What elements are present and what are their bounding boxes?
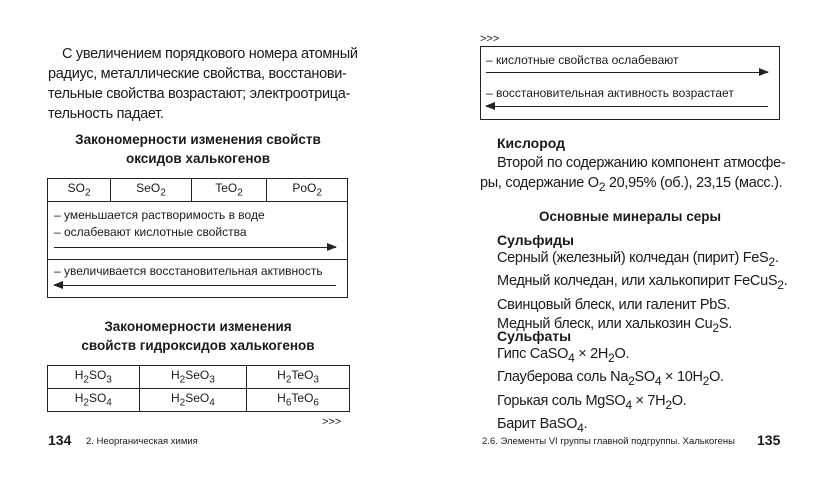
divider <box>48 259 347 260</box>
arrow-left <box>486 106 768 107</box>
sulfate-item: Глауберова соль $Na_2SO_4 \times 10H_2O$. <box>497 369 724 389</box>
minerals-heading: Основные минералы серы <box>539 209 721 224</box>
oxide-cell: $SO_2$ <box>48 179 111 202</box>
arrow-right <box>54 247 336 248</box>
trends-box <box>480 46 780 120</box>
heading-line: Закономерности изменения свойств <box>75 132 321 147</box>
trend-solubility: – уменьшается растворимость в воде <box>54 208 265 222</box>
arrow-right <box>486 72 768 73</box>
trend-reducing: – увеличивается восстановительная активность <box>54 264 323 278</box>
hydroxide-cell: $H_2SeO_3$ <box>139 366 247 389</box>
page-number-right: 135 <box>757 432 781 448</box>
intro-paragraph <box>48 44 360 124</box>
sulfides-list <box>497 249 797 339</box>
heading-line: оксидов халькогенов <box>125 151 271 166</box>
intro-line: тельность падает. <box>48 106 164 122</box>
arrow-left <box>54 285 336 286</box>
continue-mark: >>> <box>322 416 342 428</box>
oxide-cell: PoO$_2$ <box>267 179 348 202</box>
trend-reducing-increase: – восстановительная активность возрастает <box>486 86 734 100</box>
sulfates-list <box>497 345 797 439</box>
oxide-trends-box <box>47 201 348 298</box>
oxide-cell: TeO$_2$ <box>191 179 266 202</box>
hydroxide-cell: $H_2SO_4$ <box>48 389 140 412</box>
sulfide-item: Медный колчедан, или халькопирит FeCuS$_2$. <box>497 273 788 293</box>
hydroxide-cell: $H_6TeO_6$ <box>247 389 350 412</box>
sulfate-item: Гипс CaSO$_4$ × $2H_2O$. <box>497 346 630 365</box>
sulfate-item: Горькая соль MgSO$_4$ × $7H_2O$. <box>497 392 687 412</box>
sulfide-item: Медный блеск, или халькозин $Cu_2S$. <box>497 316 732 336</box>
oxides-heading <box>48 130 348 168</box>
oxygen-text <box>480 153 797 197</box>
heading-line: свойств гидроксидов халькогенов <box>81 338 315 353</box>
footer-title-right: 2.6. Элементы VI группы главной подгруппы. Халькогены <box>482 436 735 447</box>
hydroxide-cell: $H_2SO_3$ <box>48 366 140 389</box>
hydroxide-cell: $H_2TeO_3$ <box>247 366 350 389</box>
hydroxides-heading <box>48 317 348 355</box>
trend-acidic: – ослабевают кислотные свойства <box>54 225 247 239</box>
page-number-left: 134 <box>48 432 72 448</box>
continue-mark: >>> <box>480 33 500 45</box>
footer-title-left: 2. Неорганическая химия <box>86 436 198 447</box>
sulfates-title: Сульфаты <box>497 328 572 344</box>
sulfide-item: Серный (железный) колчедан (пирит) FeS$_2$. <box>497 250 779 269</box>
oxygen-line: Второй по содержанию компонент атмосфе- <box>497 155 786 171</box>
hydroxide-cell: $H_2SeO_4$ <box>139 389 247 412</box>
oxygen-line: ры, содержание $О_2$ 20,95% (об.), 23,15 (масс.). <box>480 175 783 194</box>
hydroxides-table <box>47 365 350 412</box>
sulfides-title: Сульфиды <box>497 232 574 248</box>
heading-line: Закономерности изменения <box>104 319 292 334</box>
oxides-table <box>47 178 348 202</box>
sulfate-item: Барит BaSO$_4$. <box>497 416 588 436</box>
oxide-cell: SeO$_2$ <box>111 179 192 202</box>
intro-line: тельные свойства возрастают; электроотрица- <box>48 86 351 102</box>
sulfide-item: Свинцовый блеск, или галенит PbS. <box>497 296 731 313</box>
intro-line: радиус, металлические свойства, восстанови- <box>48 66 347 82</box>
oxygen-title: Кислород <box>497 135 566 151</box>
intro-line: С увеличением порядкового номера атомный <box>62 46 358 62</box>
trend-acidic-weaken: – кислотные свойства ослабевают <box>486 53 679 67</box>
